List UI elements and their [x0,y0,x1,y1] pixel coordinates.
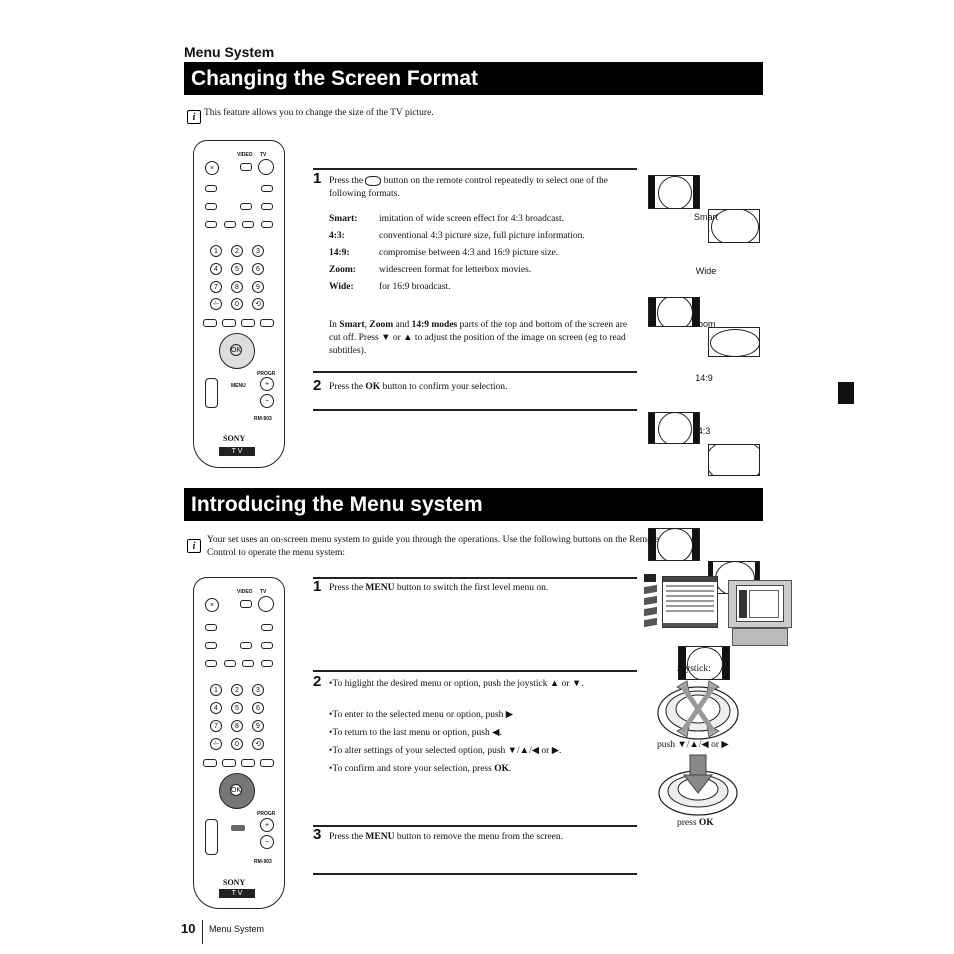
color-button [203,319,217,327]
digit-button: -/-- [210,738,222,750]
volume-rocker [205,819,218,855]
joystick [219,773,255,809]
intro-text: This feature allows you to change the size of the TV picture. [204,108,434,118]
joystick-press-illustration [656,753,740,817]
digit-button: 3 [252,684,264,696]
mute-button: × [205,161,219,175]
func-button [261,203,273,210]
digit-button: 0 [231,298,243,310]
intro-text: Your set uses an on-screen menu system to guide you through the operations. Use the following buttons on the Remote Control to operate the menu system: [207,535,659,558]
divider [313,825,637,827]
info-icon: i [187,539,201,553]
digit-button: ⟲ [252,298,264,310]
format-list [329,211,629,296]
format-item: 14:9: compromise between 4:3 and 16:9 picture size. [329,248,559,258]
step-number: 2 [313,673,322,690]
brand-logo: SONY [223,878,246,887]
power-button [258,596,274,612]
format-caption: Zoom [692,319,716,329]
remote-control [193,140,285,468]
joystick-push-illustration [655,675,741,741]
func-button [240,203,252,210]
menu-button [231,825,245,831]
digit-button: 6 [252,263,264,275]
step-text: Press the MENU button to switch the first level menu on. [329,583,549,593]
digit-button: 9 [252,720,264,732]
section-title: Introducing the Menu system [184,488,763,521]
chapter-tab [838,382,854,404]
divider [313,873,637,875]
power-button [258,159,274,175]
color-button [241,759,255,767]
step-text: Press the OK button to confirm your selection. [329,382,508,392]
format-thumb-zoom [708,444,760,476]
video-button [240,600,252,608]
screen-format-icon [365,176,381,186]
digit-button: 4 [210,263,222,275]
color-button [260,319,274,327]
footer-divider [202,920,203,944]
joystick-label: Joystick: [677,664,711,674]
bullet-item: •To higlight the desired menu or option, push the joystick ▲ or ▼. [329,679,584,689]
video-label: VIDEO [237,589,253,595]
ok-button: OK [230,344,242,356]
format-item: Wide: for 16:9 broadcast. [329,282,451,292]
func-button [261,642,273,649]
divider [313,670,637,672]
progr-label: PROGR [257,811,276,817]
color-button [203,759,217,767]
step-text: Press the button on the remote control repeatedly to select one of the following formats. [329,176,609,199]
remote-control [193,577,285,909]
digit-button: 7 [210,281,222,293]
page-number: 10 [181,921,196,936]
format-item: Zoom: widescreen format for letterbox movies. [329,265,532,275]
tv-label: TV [260,589,267,595]
color-button [260,759,274,767]
digit-button: 5 [231,702,243,714]
format-thumb-wide [708,327,760,357]
digit-button: 3 [252,245,264,257]
text-button [261,624,273,631]
bullet-item: •To enter to the selected menu or option, push ▶ [329,710,514,720]
format-caption: 14:9 [695,373,713,383]
func-button [224,660,236,667]
prog-down-button: − [260,394,274,408]
divider [313,168,637,170]
video-label: VIDEO [237,152,253,158]
digit-button: -/-- [210,298,222,310]
func-button [242,221,254,228]
divider [313,409,637,411]
format-caption: 4:3 [697,426,711,436]
video-button [240,163,252,171]
digit-button: 4 [210,702,222,714]
tv-badge: T V [219,889,255,898]
color-button [222,759,236,767]
menu-screen-illustration [644,574,719,630]
model-label: RM-903 [254,859,272,865]
note-text: In Smart, Zoom and 14:9 modes parts of the top and bottom of the screen are cut off. Press ▼ or ▲ to adjust the position of the image on screen (eg to read subtitles). [329,320,628,356]
color-button [222,319,236,327]
func-button [224,221,236,228]
model-label: RM-903 [254,416,272,422]
divider [313,371,637,373]
text-button [261,185,273,192]
joystick [219,333,255,369]
menu-label: MENU [231,383,246,389]
step-number: 3 [313,826,322,843]
format-item: 4:3: conventional 4:3 picture size, full picture information. [329,231,585,241]
section-label: Menu System [184,44,275,60]
func-button [242,660,254,667]
format-thumb-4-3-source [648,175,700,209]
step-text: Press the MENU button to remove the menu from the screen. [329,832,564,842]
push-label: push ▼/▲/◀ or ▶ [657,740,729,750]
mute-button: × [205,598,219,612]
prog-up-button: + [260,377,274,391]
digit-button: 1 [210,684,222,696]
func-button [205,221,217,228]
tv-button [205,624,217,631]
volume-rocker [205,378,218,408]
footer-section: Menu System [209,924,265,934]
format-caption: Wide [695,266,717,276]
bullet-item: •To return to the last menu or option, push ◀. [329,728,502,738]
digit-button: 2 [231,684,243,696]
page-title: Changing the Screen Format [184,62,763,95]
ok-button: OK [230,784,242,796]
tv-set-illustration [728,580,792,648]
bullet-item: •To confirm and store your selection, press OK. [329,764,512,774]
digit-button: 6 [252,702,264,714]
digit-button: ⟲ [252,738,264,750]
digit-button: 7 [210,720,222,732]
prog-up-button: + [260,818,274,832]
step-number: 1 [313,578,322,595]
progr-label: PROGR [257,371,276,377]
func-button [261,660,273,667]
bullet-item: •To alter settings of your selected option, push ▼/▲/◀ or ▶. [329,746,562,756]
divider [313,577,637,579]
press-ok-label: press OK [677,818,714,828]
info-icon: i [187,110,201,124]
func-button [205,660,217,667]
func-button [240,642,252,649]
digit-button: 1 [210,245,222,257]
format-item: Smart: imitation of wide screen effect for 4:3 broadcast. [329,214,565,224]
digit-button: 2 [231,245,243,257]
step-number: 1 [313,170,322,187]
digit-button: 9 [252,281,264,293]
tv-button [205,185,217,192]
func-button [205,642,217,649]
func-button [205,203,217,210]
color-button [241,319,255,327]
brand-logo: SONY [223,434,246,443]
tv-label: TV [260,152,267,158]
digit-button: 0 [231,738,243,750]
digit-button: 5 [231,263,243,275]
digit-button: 8 [231,720,243,732]
format-caption: Smart [693,212,718,222]
tv-badge: T V [219,447,255,456]
prog-down-button: − [260,835,274,849]
step-number: 2 [313,377,322,394]
func-button [261,221,273,228]
digit-button: 8 [231,281,243,293]
